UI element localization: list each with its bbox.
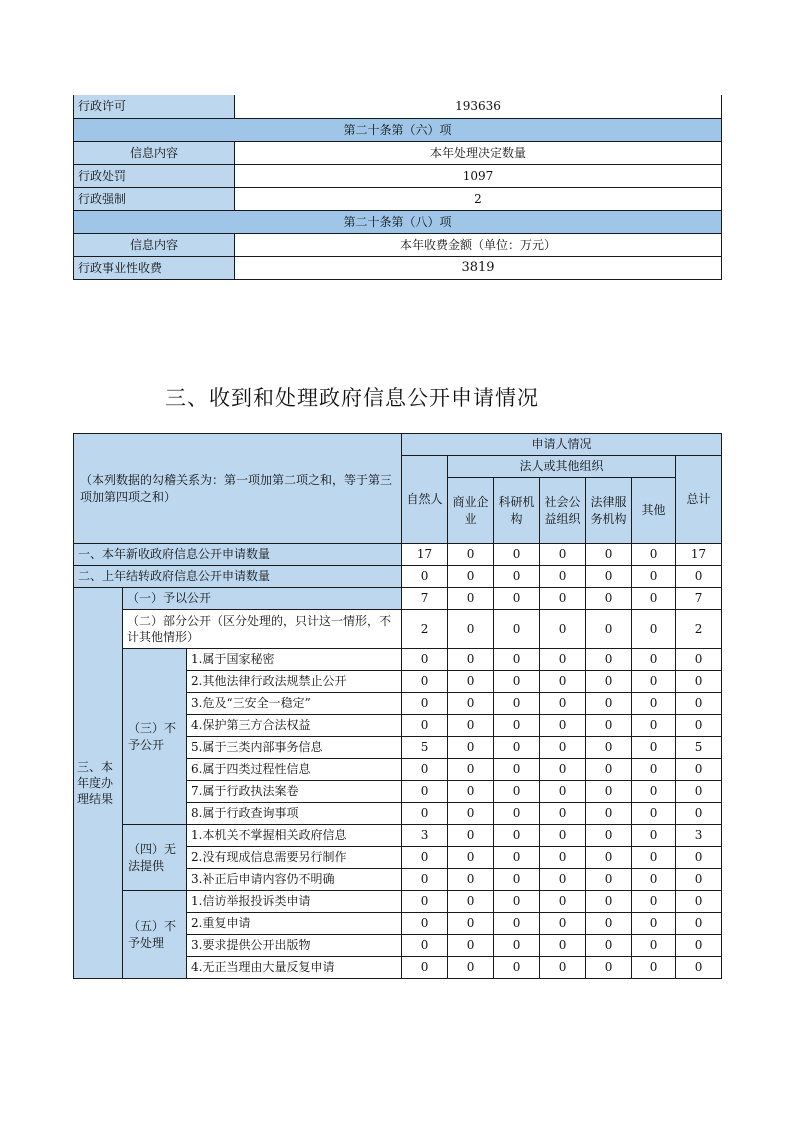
value-cell: 0 — [448, 566, 494, 588]
value-cell: 0 — [586, 544, 632, 566]
row-label: （二）部分公开（区分处理的，只计这一情形，不计其他情形） — [123, 610, 402, 649]
item-label: 8.属于行政查询事项 — [187, 803, 402, 825]
value-cell: 0 — [448, 957, 494, 979]
value-cell: 0 — [586, 566, 632, 588]
value-cell: 0 — [402, 566, 448, 588]
value-cell: 0 — [448, 715, 494, 737]
col-other: 其他 — [632, 478, 676, 544]
value-cell: 0 — [540, 913, 586, 935]
value-cell: 0 — [632, 825, 676, 847]
value-cell: 0 — [540, 566, 586, 588]
value-cell: 0 — [632, 737, 676, 759]
item-label: 1.属于国家秘密 — [187, 649, 402, 671]
value-cell: 0 — [676, 869, 722, 891]
value-cell: 0 — [676, 649, 722, 671]
value-cell: 0 — [676, 759, 722, 781]
row-label: 行政许可 — [74, 95, 235, 119]
value-cell: 0 — [586, 891, 632, 913]
value-cell: 0 — [494, 891, 540, 913]
value-cell: 0 — [494, 649, 540, 671]
admin-stats-table-body — [74, 95, 722, 280]
value-cell: 0 — [676, 781, 722, 803]
value-cell: 0 — [402, 869, 448, 891]
value-cell: 0 — [586, 869, 632, 891]
col-research: 科研机构 — [494, 478, 540, 544]
value-cell: 0 — [586, 957, 632, 979]
corner-note: （本列数据的勾稽关系为：第一项加第二项之和，等于第三项加第四项之和） — [74, 434, 402, 544]
value-cell: 0 — [448, 693, 494, 715]
admin-row — [74, 165, 722, 188]
value-cell: 0 — [676, 891, 722, 913]
value-cell: 0 — [632, 566, 676, 588]
value-cell: 0 — [676, 957, 722, 979]
value-cell: 0 — [540, 693, 586, 715]
value-cell: 0 — [402, 803, 448, 825]
value-cell: 0 — [494, 869, 540, 891]
value-cell: 0 — [586, 737, 632, 759]
value-cell: 0 — [540, 759, 586, 781]
value-cell: 2 — [402, 610, 448, 649]
row-label: 一、本年新收政府信息公开申请数量 — [74, 544, 402, 566]
item-label: 1.信访举报投诉类申请 — [187, 891, 402, 913]
value-cell: 0 — [448, 935, 494, 957]
value-cell: 0 — [632, 847, 676, 869]
value-cell: 5 — [676, 737, 722, 759]
value-cell: 0 — [540, 671, 586, 693]
row-label: 信息内容 — [74, 234, 235, 257]
value-cell: 0 — [494, 781, 540, 803]
value-cell: 0 — [632, 935, 676, 957]
col-total: 总计 — [676, 456, 722, 544]
value-cell: 17 — [676, 544, 722, 566]
admin-stats-table — [73, 95, 722, 280]
value-cell: 0 — [632, 544, 676, 566]
item-label: 1.本机关不掌握相关政府信息 — [187, 825, 402, 847]
applications-table — [73, 433, 722, 979]
value-cell: 0 — [632, 671, 676, 693]
value-cell: 0 — [676, 935, 722, 957]
value-cell: 2 — [676, 610, 722, 649]
item-label: 2.其他法律行政法规禁止公开 — [187, 671, 402, 693]
value-cell: 0 — [402, 715, 448, 737]
item-label: 4.无正当理由大量反复申请 — [187, 957, 402, 979]
value-cell: 0 — [632, 588, 676, 610]
value-cell: 0 — [676, 671, 722, 693]
value-cell: 0 — [494, 693, 540, 715]
value-cell: 0 — [494, 715, 540, 737]
value-cell: 0 — [402, 891, 448, 913]
value-cell: 0 — [448, 610, 494, 649]
value-cell: 0 — [494, 588, 540, 610]
value-cell: 7 — [402, 588, 448, 610]
value-cell: 0 — [402, 649, 448, 671]
value-cell: 0 — [448, 803, 494, 825]
row-header-value: 本年处理决定数量 — [235, 142, 722, 165]
row-label: 行政处罚 — [74, 165, 235, 188]
value-cell: 0 — [676, 847, 722, 869]
value-cell: 0 — [494, 759, 540, 781]
section-row-label: 第二十条第（六）项 — [74, 119, 722, 142]
value-cell: 0 — [494, 803, 540, 825]
value-cell: 0 — [632, 759, 676, 781]
value-cell: 0 — [540, 610, 586, 649]
table-row — [74, 825, 722, 847]
value-cell: 0 — [448, 891, 494, 913]
item-label: 4.保护第三方合法权益 — [187, 715, 402, 737]
value-cell: 17 — [402, 544, 448, 566]
admin-row — [74, 188, 722, 211]
value-cell: 0 — [676, 693, 722, 715]
value-cell: 0 — [632, 803, 676, 825]
value-cell: 0 — [448, 544, 494, 566]
table-row — [74, 649, 722, 671]
value-cell: 0 — [494, 825, 540, 847]
value-cell: 0 — [540, 825, 586, 847]
value-cell: 0 — [402, 671, 448, 693]
item-label: 3.补正后申请内容仍不明确 — [187, 869, 402, 891]
row-value: 1097 — [235, 165, 722, 188]
col-natural-person: 自然人 — [402, 456, 448, 544]
col-public-org: 社会公益组织 — [540, 478, 586, 544]
value-cell: 0 — [586, 715, 632, 737]
item-label: 5.属于三类内部事务信息 — [187, 737, 402, 759]
value-cell: 3 — [402, 825, 448, 847]
value-cell: 0 — [494, 913, 540, 935]
value-cell: 0 — [586, 781, 632, 803]
item-label: 6.属于四类过程性信息 — [187, 759, 402, 781]
value-cell: 0 — [540, 737, 586, 759]
value-cell: 0 — [632, 610, 676, 649]
value-cell: 0 — [540, 869, 586, 891]
value-cell: 0 — [632, 869, 676, 891]
value-cell: 0 — [448, 781, 494, 803]
value-cell: 0 — [632, 649, 676, 671]
value-cell: 0 — [402, 957, 448, 979]
section-title: 三、收到和处理政府信息公开申请情况 — [165, 386, 539, 410]
value-cell: 0 — [632, 891, 676, 913]
value-cell: 0 — [586, 693, 632, 715]
value-cell: 0 — [586, 588, 632, 610]
value-cell: 0 — [494, 957, 540, 979]
value-cell: 0 — [540, 803, 586, 825]
value-cell: 0 — [540, 847, 586, 869]
col-business: 商业企业 — [448, 478, 494, 544]
value-cell: 0 — [540, 544, 586, 566]
value-cell: 0 — [540, 957, 586, 979]
value-cell: 0 — [632, 693, 676, 715]
group-label-results: 三、本年度办理结果 — [74, 588, 123, 979]
admin-row — [74, 211, 722, 234]
table-row — [74, 588, 722, 610]
value-cell: 0 — [494, 544, 540, 566]
value-cell: 0 — [448, 588, 494, 610]
value-cell: 0 — [632, 781, 676, 803]
value-cell: 0 — [448, 869, 494, 891]
header-applicant: 申请人情况 — [402, 434, 722, 456]
value-cell: 0 — [494, 610, 540, 649]
value-cell: 0 — [402, 935, 448, 957]
value-cell: 0 — [586, 825, 632, 847]
admin-row — [74, 95, 722, 119]
value-cell: 0 — [494, 847, 540, 869]
value-cell: 0 — [632, 715, 676, 737]
value-cell: 0 — [448, 847, 494, 869]
value-cell: 0 — [448, 825, 494, 847]
value-cell: 0 — [586, 759, 632, 781]
table-row — [74, 891, 722, 913]
value-cell: 0 — [632, 913, 676, 935]
value-cell: 0 — [586, 803, 632, 825]
item-label: 3.要求提供公开出版物 — [187, 935, 402, 957]
value-cell: 0 — [540, 935, 586, 957]
value-cell: 0 — [540, 588, 586, 610]
value-cell: 0 — [676, 566, 722, 588]
value-cell: 5 — [402, 737, 448, 759]
value-cell: 0 — [494, 737, 540, 759]
row-label: 行政强制 — [74, 188, 235, 211]
value-cell: 0 — [494, 935, 540, 957]
value-cell: 0 — [540, 715, 586, 737]
admin-row — [74, 119, 722, 142]
value-cell: 0 — [586, 935, 632, 957]
value-cell: 0 — [402, 759, 448, 781]
table-row — [74, 610, 722, 649]
value-cell: 0 — [402, 913, 448, 935]
section-row-label: 第二十条第（八）项 — [74, 211, 722, 234]
row-label: 二、上年结转政府信息公开申请数量 — [74, 566, 402, 588]
value-cell: 0 — [676, 803, 722, 825]
value-cell: 0 — [494, 671, 540, 693]
value-cell: 0 — [540, 781, 586, 803]
value-cell: 0 — [586, 610, 632, 649]
table-row — [74, 544, 722, 566]
value-cell: 3 — [676, 825, 722, 847]
value-cell: 0 — [448, 649, 494, 671]
value-cell: 0 — [402, 693, 448, 715]
admin-row — [74, 142, 722, 165]
row-value: 2 — [235, 188, 722, 211]
row-label: （一）予以公开 — [123, 588, 402, 610]
value-cell: 0 — [448, 671, 494, 693]
value-cell: 0 — [448, 737, 494, 759]
item-label: 2.没有现成信息需要另行制作 — [187, 847, 402, 869]
applications-table-body — [74, 434, 722, 979]
subgroup-label: （四）无法提供 — [123, 825, 187, 891]
value-cell: 0 — [676, 913, 722, 935]
subgroup-label: （三）不予公开 — [123, 649, 187, 825]
header-legal-entity: 法人或其他组织 — [448, 456, 676, 478]
value-cell: 0 — [448, 759, 494, 781]
value-cell: 0 — [632, 957, 676, 979]
value-cell: 0 — [586, 847, 632, 869]
value-cell: 0 — [586, 913, 632, 935]
item-label: 2.重复申请 — [187, 913, 402, 935]
value-cell: 0 — [402, 781, 448, 803]
row-label: 行政事业性收费 — [74, 257, 235, 280]
value-cell: 0 — [586, 649, 632, 671]
value-cell: 7 — [676, 588, 722, 610]
row-value: 193636 — [235, 95, 722, 119]
value-cell: 0 — [540, 891, 586, 913]
row-header-value: 本年收费金额（单位：万元） — [235, 234, 722, 257]
table-row — [74, 566, 722, 588]
row-value: 3819 — [235, 257, 722, 280]
row-label: 信息内容 — [74, 142, 235, 165]
item-label: 7.属于行政执法案卷 — [187, 781, 402, 803]
item-label: 3.危及“三安全一稳定” — [187, 693, 402, 715]
value-cell: 0 — [402, 847, 448, 869]
admin-row — [74, 234, 722, 257]
value-cell: 0 — [448, 913, 494, 935]
value-cell: 0 — [676, 715, 722, 737]
admin-row — [74, 257, 722, 280]
subgroup-label: （五）不予处理 — [123, 891, 187, 979]
value-cell: 0 — [586, 671, 632, 693]
value-cell: 0 — [540, 649, 586, 671]
value-cell: 0 — [494, 566, 540, 588]
col-law-service: 法律服务机构 — [586, 478, 632, 544]
